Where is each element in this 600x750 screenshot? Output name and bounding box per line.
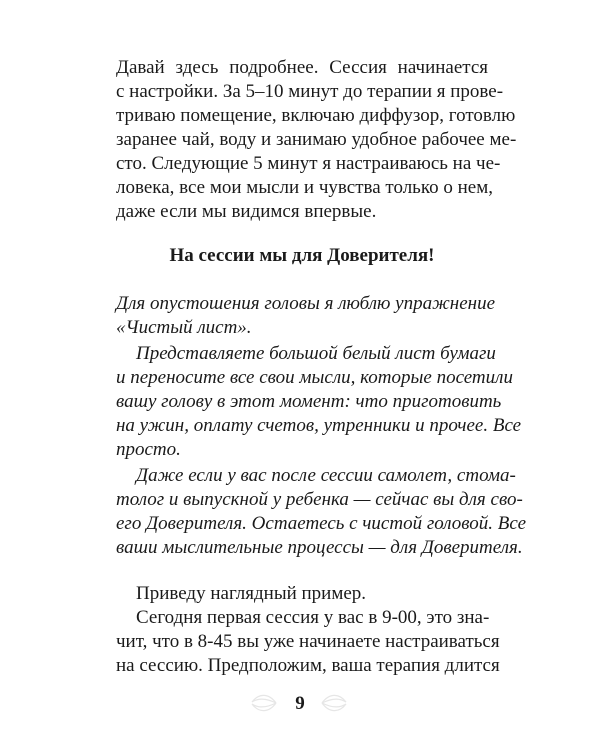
italic-line-2: «Чистый лист». [116,317,252,338]
italic-line-1: Для опустошения головы я люблю упражнение [116,293,495,314]
paragraph-1-line-2: с настройки. За 5–10 минут до терапии я прове- [116,81,504,102]
paragraph-1-line-1: Давай здесь подробнее. Сессия начинается [116,57,488,78]
italic-line-10: его Доверителя. Остаетесь с чистой головой. Все [116,513,527,534]
paragraph-1-line-7: даже если мы видимся впервые. [116,201,377,222]
paragraph-1-line-4: заранее чай, воду и занимаю удобное рабочее ме- [116,129,517,150]
italic-line-4: и переносите все свои мысли, которые посетили [116,367,513,388]
ornament-right-icon [318,686,352,720]
paragraph-1-line-6: ловека, все мои мысли и чувства только о нем, [116,177,493,198]
italic-line-3: Представляете большой белый лист бумаги [136,343,496,364]
paragraph-2-line-1: Приведу наглядный пример. [136,583,367,604]
paragraph-2-line-3: чит, что в 8-45 вы уже начинаете настраиваться [116,631,500,652]
italic-line-5: вашу голову в этот момент: что приготовить [116,391,502,412]
italic-line-8: Даже если у вас после сессии самолет, стома- [136,465,516,486]
paragraph-1-line-3: триваю помещение, включаю диффузор, готовлю [116,105,516,126]
italic-line-6: на ужин, оплату счетов, утренники и прочее. Все [116,415,522,436]
paragraph-2-line-4: на сессию. Предположим, ваша терапия длится [116,655,500,676]
paragraph-1-line-5: сто. Следующие 5 минут я настраиваюсь на че- [116,153,501,174]
paragraph-2-line-2: Сегодня первая сессия у вас в 9-00, это зна- [136,607,490,628]
section-heading: На сессии мы для Доверителя! [169,245,435,266]
italic-line-7: просто. [116,439,181,460]
page-number: 9 [295,693,305,714]
italic-line-9: толог и выпускной у ребенка — сейчас вы для сво- [116,489,523,510]
italic-line-11: ваши мыслительные процессы — для Доверителя. [116,537,523,558]
